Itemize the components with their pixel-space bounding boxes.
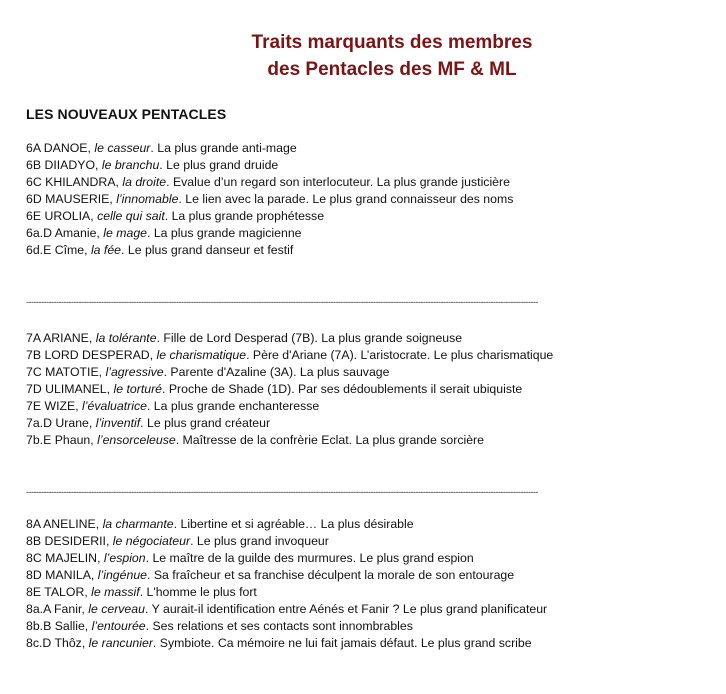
entry-description: . Y aurait-il identification entre Aénés et Fanir ? Le plus grand planificateur	[144, 602, 548, 616]
entry-code: 8a.A Fanir,	[26, 602, 89, 616]
list-item	[26, 242, 706, 259]
entry-code: 7a.D Urane,	[26, 416, 96, 430]
list-item	[26, 157, 706, 174]
entry-trait: la droite	[122, 175, 167, 189]
entry-trait: le torturé	[113, 382, 163, 396]
list-item	[26, 364, 706, 381]
entry-trait: la charmante	[102, 517, 174, 531]
list-item	[26, 533, 706, 550]
entry-trait: l’évaluatrice	[82, 399, 147, 413]
entry-description: . Libertine et si agréable… La plus désirable	[173, 517, 414, 531]
entry-code: 6d.E Cîme,	[26, 243, 91, 257]
entry-trait: le charismatique	[156, 348, 247, 362]
entry-code: 6D MAUSERIE,	[26, 192, 117, 206]
entry-description: . La plus grande prophétesse	[164, 209, 325, 223]
entry-description: . Proche de Shade (1D). Par ses dédoublements il serait ubiquiste	[162, 382, 523, 396]
pentacle-group-7	[26, 330, 706, 449]
entry-trait: celle qui sait	[97, 209, 165, 223]
entry-code: 6B DIIADYO,	[26, 158, 102, 172]
list-item	[26, 381, 706, 398]
entry-code: 6C KHILANDRA,	[26, 175, 123, 189]
entry-description: . La plus grande magicienne	[147, 226, 302, 240]
entry-trait: l’inventif	[95, 416, 141, 430]
entry-description: . La plus grande anti-mage	[150, 141, 297, 155]
entry-description: . Maîtresse de la confrèrie Eclat. La plus grande sorcière	[175, 433, 484, 447]
entry-code: 8D MANILA,	[26, 568, 98, 582]
entry-description: . Le plus grand invoqueur	[190, 534, 329, 548]
entry-trait: le branchu	[101, 158, 160, 172]
entry-trait: l’innomable	[116, 192, 179, 206]
document-title-line-1: Traits marquants des membres	[251, 32, 533, 53]
entry-description: . Evalue d’un regard son interlocuteur. La plus grande justicière	[166, 175, 510, 189]
list-item	[26, 225, 706, 242]
entry-code: 7D ULIMANEL,	[26, 382, 114, 396]
entry-trait: l’ingénue	[97, 568, 147, 582]
entry-code: 6A DANOE,	[26, 141, 95, 155]
list-item	[26, 584, 706, 601]
list-item	[26, 191, 706, 208]
entry-description: . Le plus grand druide	[159, 158, 279, 172]
entry-trait: le rancunier	[88, 636, 153, 650]
list-item	[26, 601, 706, 618]
entry-code: 8B DESIDERII,	[26, 534, 113, 548]
entry-code: 7E WIZE,	[26, 399, 83, 413]
entry-code: 7C MATOTIE,	[26, 365, 106, 379]
entry-trait: l’ensorceleuse	[97, 433, 176, 447]
list-item	[26, 208, 706, 225]
list-item	[26, 432, 706, 449]
pentacle-group-8	[26, 516, 706, 652]
entry-trait: l’espion	[103, 551, 146, 565]
section-heading: LES NOUVEAUX PENTACLES	[26, 106, 227, 122]
list-item	[26, 415, 706, 432]
entry-code: 6E UROLIA,	[26, 209, 98, 223]
list-item	[26, 174, 706, 191]
entry-description: . Le plus grand danseur et festif	[121, 243, 294, 257]
list-item	[26, 567, 706, 584]
list-item	[26, 398, 706, 415]
entry-code: 6a.D Amanie,	[26, 226, 104, 240]
entry-description: . Le maître de la guilde des murmures. Le plus grand espion	[145, 551, 474, 565]
list-item	[26, 330, 706, 347]
entry-code: 8b.B Sallie,	[26, 619, 92, 633]
dashed-separator: -------------------------------------------------------------------------------------------------------------------------------------------------------------------------------------------------------------	[26, 297, 538, 307]
entry-code: 8E TALOR,	[26, 585, 92, 599]
dashed-separator: -------------------------------------------------------------------------------------------------------------------------------------------------------------------------------------------------------------	[26, 487, 538, 497]
list-item	[26, 516, 706, 533]
document-title-line-2: des Pentacles des MF & ML	[267, 59, 517, 80]
entry-description: . Père d'Ariane (7A). L’aristocrate. Le plus charismatique	[246, 348, 554, 362]
entry-description: . L'homme le plus fort	[139, 585, 257, 599]
list-item	[26, 140, 706, 157]
list-item	[26, 347, 706, 364]
list-item	[26, 550, 706, 567]
entry-description: . Sa fraîcheur et sa franchise déculpent la morale de son entourage	[147, 568, 515, 582]
entry-description: . Le lien avec la parade. Le plus grand connaisseur des noms	[178, 192, 514, 206]
entry-description: . La plus grande enchanteresse	[146, 399, 320, 413]
entry-trait: la tolérante	[95, 331, 157, 345]
entry-code: 8c.D Thôz,	[26, 636, 89, 650]
entry-trait: la fée	[90, 243, 122, 257]
entry-code: 7B LORD DESPERAD,	[26, 348, 157, 362]
entry-trait: l’entourée	[91, 619, 146, 633]
list-item	[26, 618, 706, 635]
entry-description: . Parente d'Azaline (3A). La plus sauvage	[163, 365, 390, 379]
entry-code: 8C MAJELIN,	[26, 551, 104, 565]
entry-trait: le négociateur	[112, 534, 191, 548]
entry-description: . Symbiote. Ca mémoire ne lui fait jamais défaut. Le plus grand scribe	[152, 636, 532, 650]
entry-trait: le mage	[103, 226, 147, 240]
entry-description: . Le plus grand créateur	[140, 416, 271, 430]
entry-description: . Fille de Lord Desperad (7B). La plus grande soigneuse	[156, 331, 463, 345]
entry-trait: le massif	[91, 585, 140, 599]
list-item	[26, 635, 706, 652]
entry-description: . Ses relations et ses contacts sont innombrables	[145, 619, 413, 633]
entry-trait: le casseur	[94, 141, 151, 155]
entry-code: 7b.E Phaun,	[26, 433, 98, 447]
pentacle-group-6	[26, 140, 706, 259]
entry-trait: le cerveau	[88, 602, 145, 616]
entry-code: 7A ARIANE,	[26, 331, 96, 345]
entry-trait: l’agressive	[105, 365, 164, 379]
entry-code: 8A ANELINE,	[26, 517, 103, 531]
